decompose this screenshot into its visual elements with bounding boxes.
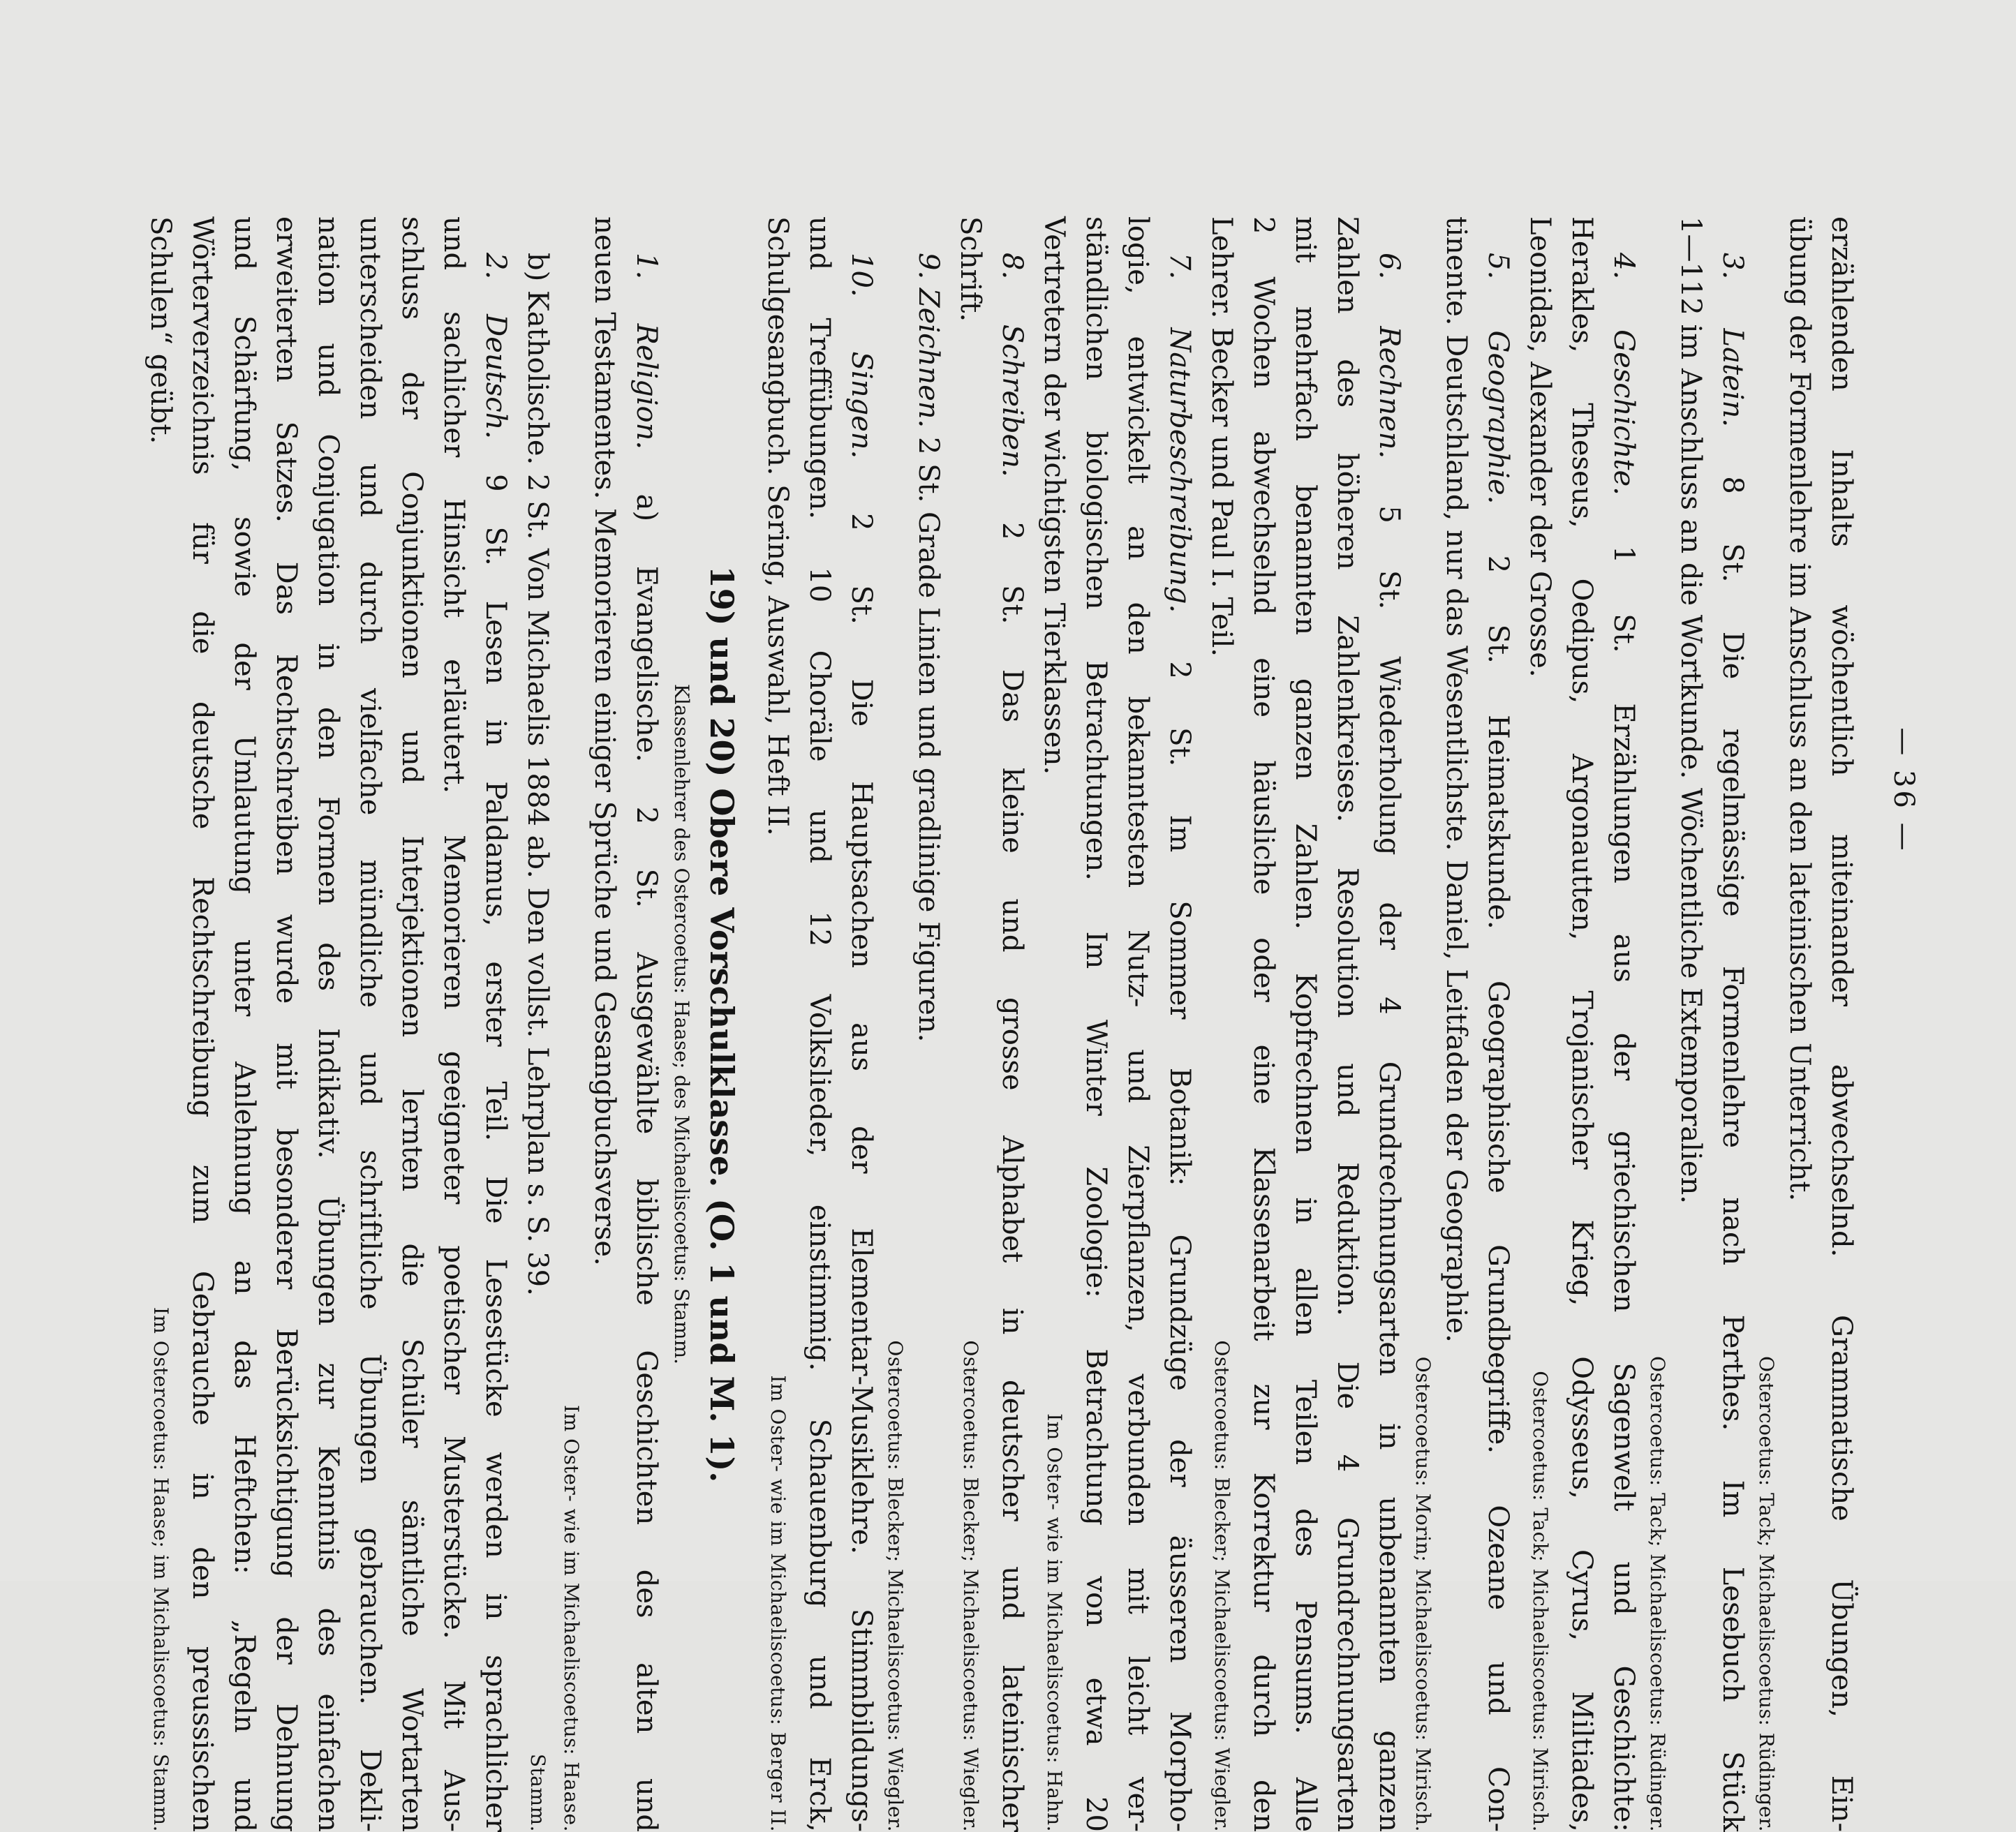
text-line: [1075, 216, 1117, 1832]
line-text: 1 St. Erzählungen aus der griechischen Sagenwelt und Geschichte:: [1608, 545, 1640, 1832]
line-text: 2 Wochen abwechselnd eine häusliche oder eine Klassenarbeit zur Korrektur durch den: [1247, 216, 1280, 1832]
line-text: a) Evangelische. 2 St. Ausgewählte biblische Geschichten des alten und: [630, 493, 662, 1832]
teacher-attribution: Ostercoetus: Blecker; Michaeliscoetus: Wiegler.: [1210, 1340, 1233, 1832]
line-text: Leonidas, Alexander der Grosse.: [1524, 216, 1556, 678]
section-heading: 19) und 20) Obere Vorschulklasse. (O. 1 und M. 1).: [703, 565, 741, 1483]
line-text: 2 St. Heimatskunde. Geographische Grundbegriffe. Ozeane und Con-: [1482, 555, 1514, 1832]
text-line: [1435, 216, 1477, 1832]
text-line: [949, 216, 991, 1832]
class-teacher-note: Klassenlehrer des Ostercoetus: Haase; des Michaeliscoetus: Stamm.: [670, 683, 693, 1365]
line-text: übung der Formenlehre im Anschluss an den lateinischen Unterricht.: [1784, 216, 1816, 1202]
text-line: [433, 216, 475, 1832]
line-text: Wörterverzeichnis für die deutsche Rechtschreibung zum Gebrauche in den preussischen: [186, 216, 218, 1832]
text-line: [1243, 216, 1284, 1832]
text-line: [265, 216, 307, 1832]
teacher-attribution: Im Oster- wie im Michaeliscoetus: Haase.: [560, 1405, 583, 1832]
line-text: Schulen“ geübt.: [144, 216, 177, 445]
text-line: [625, 216, 667, 1832]
text-line: [584, 216, 625, 1832]
subject-label: 4. Geschichte.: [1608, 253, 1640, 496]
text-line: [223, 216, 265, 1832]
line-text: nation und Conjugation in den Formen des Indikativ. Übungen zur Kenntnis des einfachen: [312, 216, 344, 1832]
page-number: — 36 —: [1888, 727, 1920, 854]
line-text: logie, entwickelt an den bekanntesten Nutz- und Zierpflanzen, verbunden mit leicht ver-: [1122, 216, 1154, 1832]
text-line: [1033, 216, 1075, 1832]
teacher-attribution: Ostercoetus: Blecker; Michaeliscoetus: Wiegler.: [959, 1340, 982, 1832]
text-line: [1477, 216, 1519, 1832]
line-text: Vertretern der wichtigsten Tierklassen.: [1038, 216, 1070, 775]
line-text: neuen Testamentes. Memorieren einiger Sprüche und Gesangbuchsverse.: [588, 216, 621, 1266]
text-line: [349, 216, 391, 1832]
line-text: Herakles, Theseus, Oedipus, Argonautten, Trojanischer Krieg, Odysseus, Cyrus, Miltiades,: [1566, 216, 1598, 1832]
text-line: [1117, 216, 1159, 1832]
line-text: 9 St. Lesen in Paldamus, erster Teil. Die Lesestücke werden in sprachlicher: [480, 474, 512, 1832]
text-line: [1603, 216, 1645, 1832]
line-text: ständlichen biologischen Betrachtungen. Im Winter Zoologie: Betrachtung von etwa 20: [1080, 216, 1112, 1832]
line-text: und Schärfung, sowie der Umlautung unter Anlehnung an das Heftchen: „Regeln und: [228, 216, 260, 1832]
line-text: 2 St. Im Sommer Botanik: Grundzüge der äusseren Morpho-: [1164, 661, 1196, 1832]
text-line: [1159, 216, 1201, 1832]
line-text: mit mehrfach benannten ganzen Zahlen. Kopfrechnen in allen Teilen des Pensums. Alle: [1289, 216, 1321, 1832]
text-line: [307, 216, 349, 1832]
text-line: [1201, 216, 1243, 1832]
line-text: Lehrer. Becker und Paul I. Teil.: [1206, 216, 1238, 657]
text-line: [799, 216, 840, 1832]
line-text: tinente. Deutschland, nur das Wesentlichste. Daniel, Leitfaden der Geographie.: [1440, 216, 1472, 1343]
line-text: b) Katholische. 2 St. Von Michaelis 1884 ab. Den vollst. Lehrplan s. S. 39.: [521, 253, 554, 1296]
line-text: und Treffübungen. 10 Choräle und 12 Volkslieder, einstimmig. Schauenburg und Erck,: [803, 216, 836, 1832]
text-line: [517, 216, 558, 1832]
text-line: [1561, 216, 1603, 1832]
subject-label: 1. Religion.: [630, 253, 662, 450]
text-line: [140, 216, 181, 1832]
line-text: erzählenden Inhalts wöchentlich miteinander abwechselnd. Grammatische Übungen, Ein-: [1825, 216, 1858, 1832]
subject-label: 7. Naturbeschreibung.: [1164, 253, 1196, 613]
line-text: 5 St. Wiederholung der 4 Grundrechnungsarten in unbenannten ganzen: [1373, 505, 1405, 1832]
text-line: [757, 216, 799, 1832]
subject-label: 5. Geographie.: [1482, 253, 1514, 505]
line-text: 2 St. Das kleine und grosse Alphabet in deutscher und lateinischer: [996, 522, 1028, 1832]
line-text: 2 St. Die Hauptsachen aus der Elementar-Musiklehre. Stimmbildungs-: [845, 513, 877, 1832]
text-line: [1368, 216, 1410, 1832]
text-line: [1712, 216, 1754, 1832]
text-line: [181, 216, 223, 1832]
line-text: Zahlen des höheren Zahlenkreises. Resolution und Reduktion. Die 4 Grundrechnungsarten: [1331, 216, 1363, 1832]
subject-label: 3. Latein.: [1717, 253, 1749, 427]
line-text: Schulgesangbuch. Sering, Auswahl, Heft II.: [762, 216, 794, 836]
text-line: [907, 216, 949, 1832]
document-body: [140, 216, 1862, 1832]
teacher-attribution: Ostercoetus: Tack; Michaeliscoetus: Rüdinger.: [1755, 1355, 1778, 1832]
line-text: 8 St. Die regelmässige Formenlehre nach Perthes. Im Lesebuch Stück: [1717, 476, 1749, 1832]
teacher-attribution: Ostercoetus: Morin; Michaeliscoetus: Mirisch.: [1411, 1356, 1435, 1832]
line-text: schluss der Conjunktionen und Interjektionen lernten die Schüler sämtliche Wortarten: [396, 216, 428, 1832]
line-text: 1—112 im Anschluss an die Wortkunde. Wöchentliche Extemporalien.: [1675, 216, 1707, 1204]
teacher-attribution: Ostercoetus: Tack; Michaeliscoetus: Rüdinger.: [1646, 1355, 1669, 1832]
text-line: [391, 216, 433, 1832]
subject-label: 10. Singen.: [845, 253, 877, 459]
text-line: [1519, 216, 1561, 1832]
line-text: unterscheiden und durch vielfache mündliche und schriftliche Übungen gebrauchen. Dekli-: [354, 216, 386, 1832]
teacher-attribution: Im Oster- wie im Michaeliscoetus: Hahn.: [1043, 1413, 1066, 1832]
line-text: und sachlicher Hinsicht erläutert. Memorieren geeigneter poetischer Musterstücke. Mit Aus-: [438, 216, 470, 1832]
subject-label: 2. Deutsch.: [480, 253, 512, 440]
text-line: [475, 216, 517, 1832]
text-line: [1779, 216, 1821, 1832]
text-line: [1670, 216, 1712, 1832]
text-line: [1284, 216, 1326, 1832]
teacher-attribution: Ostercoetus: Tack; Michaeliscoetus: Mirisch.: [1529, 1371, 1552, 1832]
subject-label: 8. Schreiben.: [996, 253, 1028, 477]
text-line: [1326, 216, 1368, 1832]
text-line: [991, 216, 1033, 1832]
teacher-attribution: Ostercoetus: Blecker; Michaeliscoetus: Wiegler.: [884, 1340, 907, 1832]
teacher-attribution: Im Oster- wie im Michaeliscoetus: Berger II.: [766, 1375, 790, 1832]
line-text: erweiterten Satzes. Das Rechtschreiben wurde mit besonderer Berücksichtigung der Dehnung: [270, 216, 302, 1832]
subject-label: 6. Rechnen.: [1373, 253, 1405, 459]
text-line: [840, 216, 882, 1832]
subject-label: 9. Zeichnen.: [912, 253, 944, 429]
text-line: [1821, 216, 1862, 1832]
teacher-attribution: Im Ostercoetus: Haase; im Michaliscoetus: Stamm.: [149, 1306, 172, 1832]
line-text: Schrift.: [954, 216, 986, 322]
line-text: 2 St. Grade Linien und gradlinige Figuren.: [912, 436, 944, 1043]
teacher-attribution: Stamm.: [526, 1753, 549, 1832]
